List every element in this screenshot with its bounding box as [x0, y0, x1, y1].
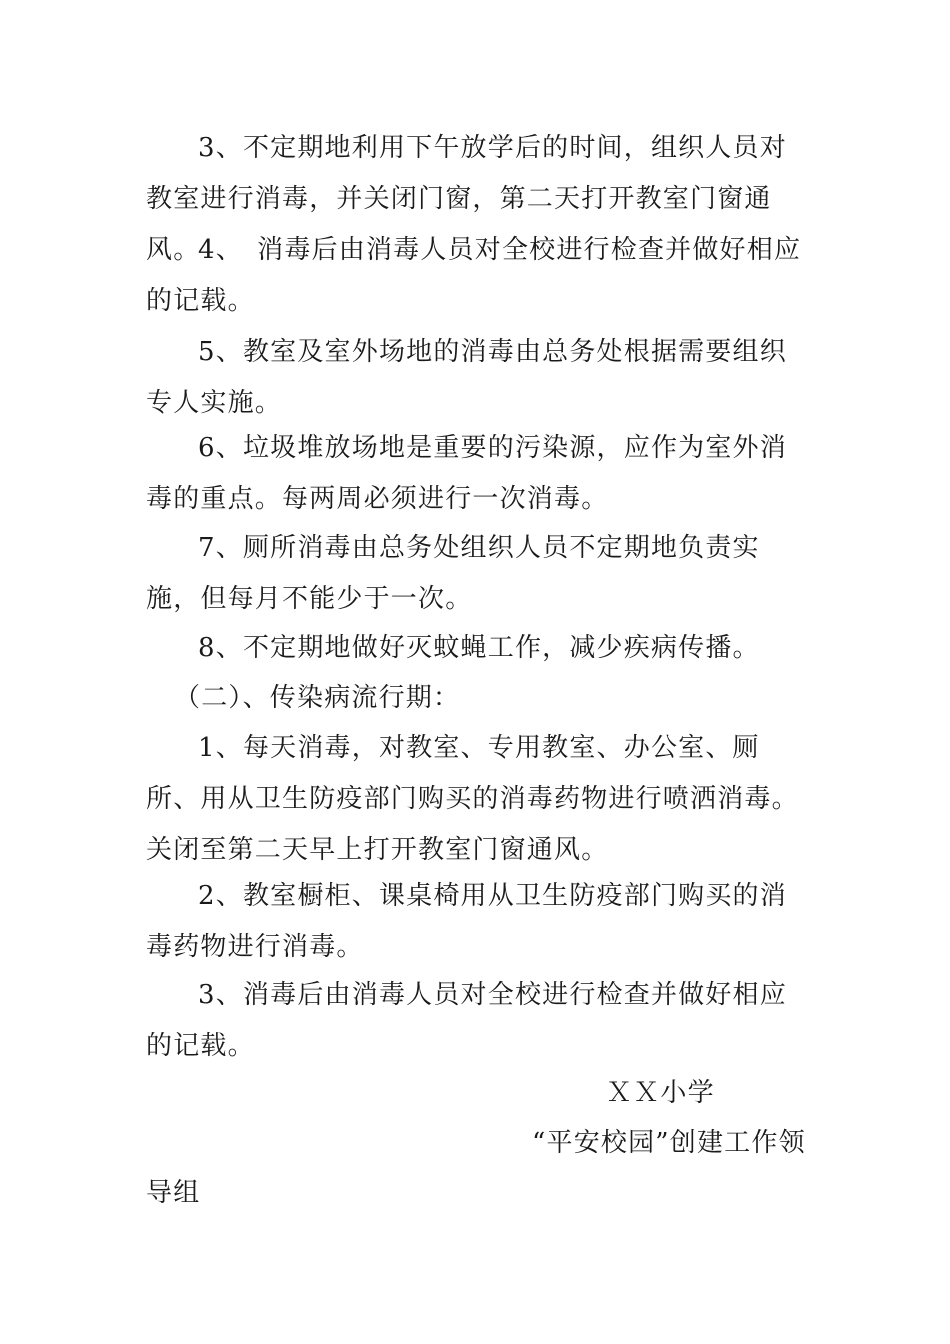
- paragraph-3-disinfect-classroom: 3、不定期地利用下午放学后的时间，组织人员对教室进行消毒，并关闭门窗，第二天打开教室门窗通风。: [146, 133, 787, 265]
- paragraph-2-furniture: 2、教室橱柜、课桌椅用从卫生防疫部门购买的消毒药物进行消毒。: [146, 881, 787, 962]
- paragraph-6-garbage-site: 6、垃圾堆放场地是重要的污染源，应作为室外消毒的重点。每两周必须进行一次消毒。: [146, 433, 787, 514]
- paragraph-8-mosquito: 8、不定期地做好灭蚊蝇工作，减少疾病传播。: [198, 633, 760, 663]
- paragraph-4-inspection: 4、 消毒后由消毒人员对全校进行检查并做好相应的记载。: [146, 235, 802, 316]
- signature-group-line2: 导组: [146, 1178, 201, 1208]
- paragraph-1-daily-disinfection: 1、每天消毒，对教室、专用教室、办公室、厕所、用从卫生防疫部门购买的消毒药物进行喷洒消毒。关闭至第二天早上打开教室门窗通风。: [146, 733, 799, 865]
- section-heading-epidemic-period: （二）、传染病流行期：: [174, 683, 461, 713]
- paragraph-7-toilet: 7、厕所消毒由总务处组织人员不定期地负责实施，但每月不能少于一次。: [146, 533, 760, 614]
- signature-group-line1: “平安校园”创建工作领: [532, 1128, 806, 1158]
- paragraph-5-outdoor-disinfection: 5、教室及室外场地的消毒由总务处根据需要组织专人实施。: [146, 337, 787, 418]
- signature-school: ＸＸ小学: [606, 1078, 715, 1108]
- paragraph-3-inspection-record: 3、消毒后由消毒人员对全校进行检查并做好相应的记载。: [146, 980, 787, 1061]
